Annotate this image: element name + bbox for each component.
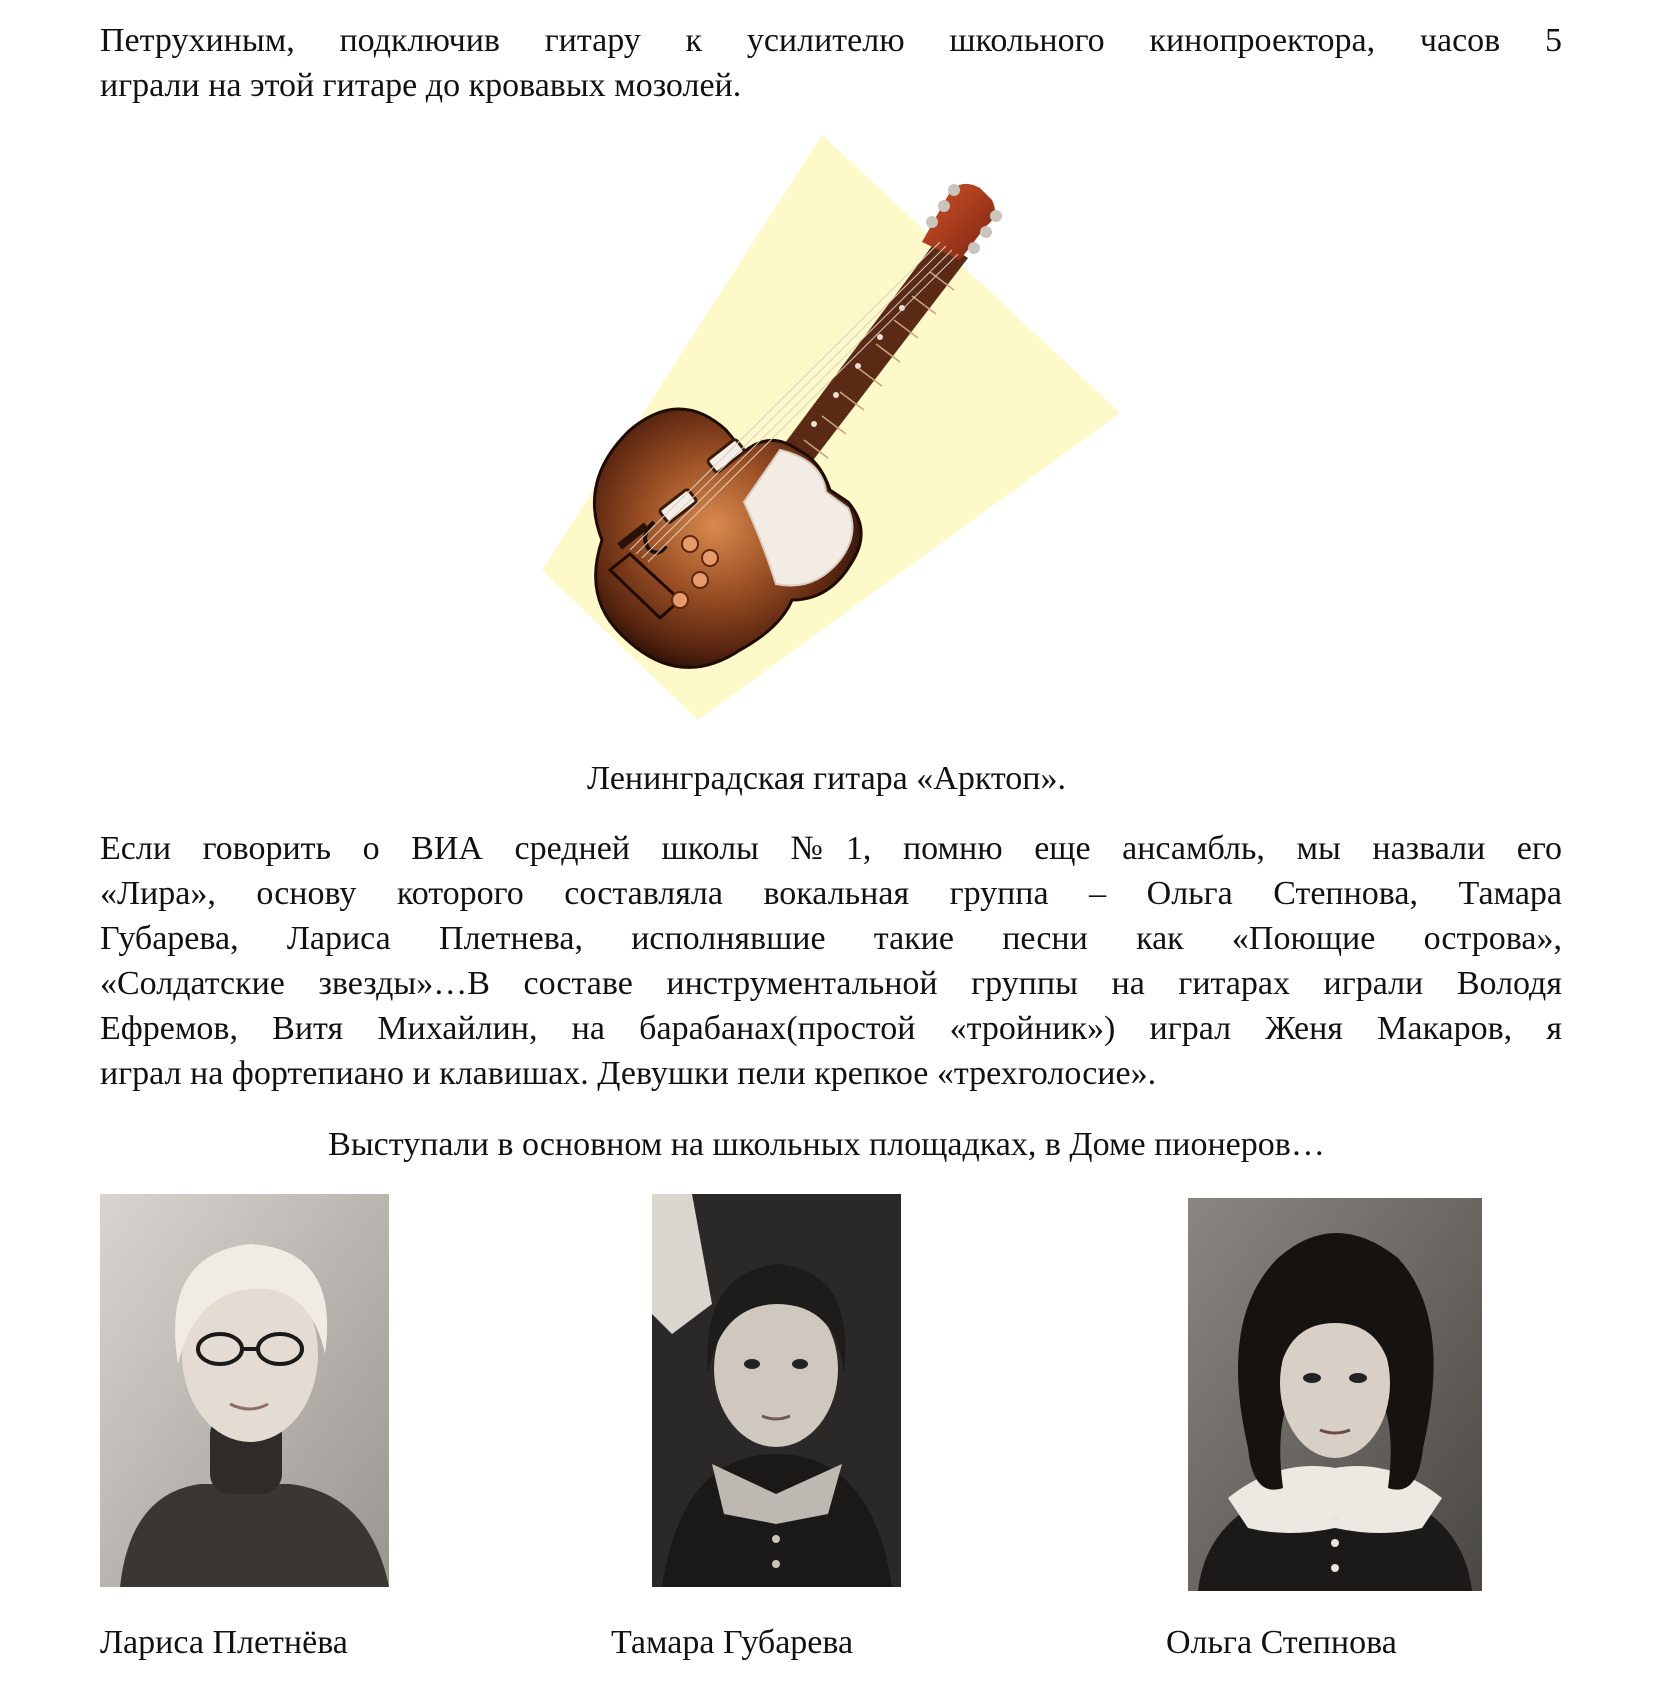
- intro-line-2: играли на этой гитаре до кровавых мозолей.: [100, 67, 742, 104]
- story-paragraph: [100, 826, 1562, 1096]
- intro-paragraph: [100, 18, 1562, 108]
- portrait-photo-larisa: [100, 1194, 389, 1587]
- story-line-1: Если говорить о ВИА средней школы №1, помню еще ансамбль, мы назвали его: [100, 830, 1562, 867]
- guitar-caption: Ленинградская гитара «Арктоп».: [587, 760, 1066, 797]
- story-line-5: Ефремов, Витя Михайлин, на барабанах(простой «тройник») играл Женя Макаров, я: [100, 1010, 1562, 1047]
- story-line-6: играл на фортепиано и клавишах. Девушки пели крепкое «трехголосие».: [100, 1055, 1157, 1092]
- portrait-photo-tamara: [652, 1194, 901, 1587]
- story-line-3: Губарева, Лариса Плетнева, исполнявшие такие песни как «Поющие острова»,: [100, 920, 1562, 957]
- story-line-2: «Лира», основу которого составляла вокальная группа – Ольга Степнова, Тамара: [100, 875, 1562, 912]
- portrait-name-tamara: Тамара Губарева: [611, 1624, 854, 1661]
- electric-guitar-icon: [530, 130, 1130, 730]
- intro-line-1: Петрухиным, подключив гитару к усилителю школьного кинопроектора, часов 5: [100, 22, 1562, 59]
- portrait-photo-olga: [1188, 1198, 1482, 1591]
- portrait-name-olga: Ольга Степнова: [1166, 1624, 1397, 1661]
- story-line-4: «Солдатские звезды»…В составе инструментальной группы на гитарах играли Володя: [100, 965, 1562, 1002]
- performance-text: Выступали в основном на школьных площадках, в Доме пионеров…: [328, 1126, 1325, 1163]
- portrait-name-larisa: Лариса Плетнёва: [100, 1624, 348, 1661]
